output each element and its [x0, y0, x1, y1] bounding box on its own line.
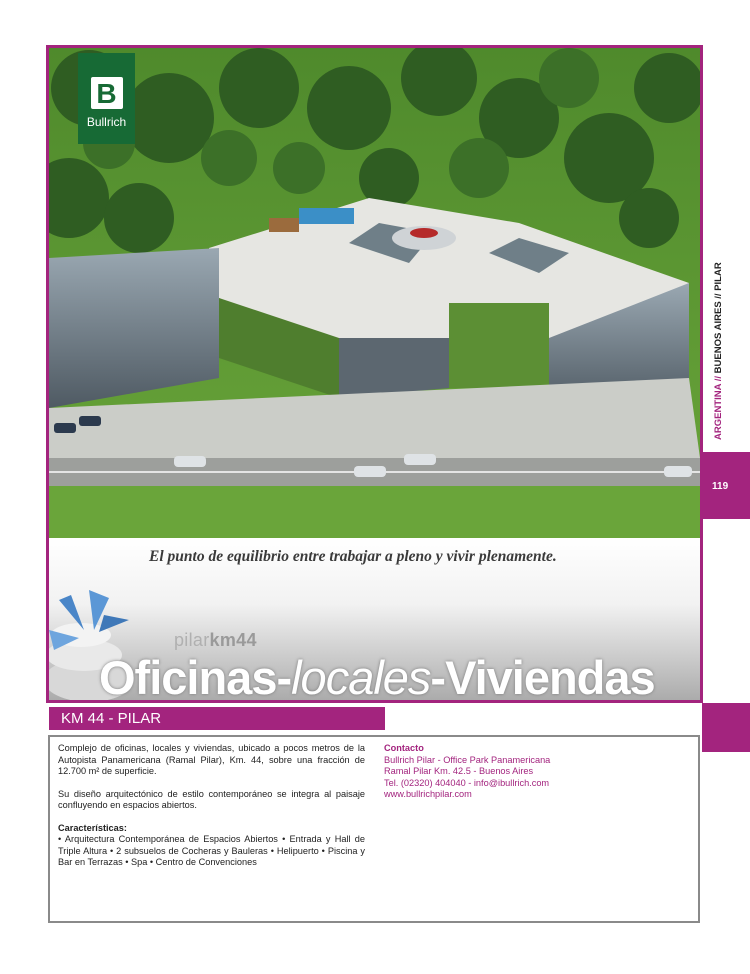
- headline-band: [49, 538, 700, 703]
- office-park-illustration: [49, 48, 700, 538]
- headline-part2: locales: [291, 651, 431, 703]
- side-place: BUENOS AIRES // PILAR: [713, 262, 724, 376]
- features-list: • Arquitectura Contemporánea de Espacios Abiertos • Entrada y Hall de Triple Altura • 2 subsuelos de Cocheras y Bauleras • Helipuerto • Piscina y Bar en Terrazas • Spa • Centro de Convenciones: [58, 834, 365, 867]
- contact-line: Bullrich Pilar - Office Park Panamericana: [384, 754, 551, 765]
- bullrich-logo-mark: B: [91, 77, 123, 109]
- contact-heading: Contacto: [384, 743, 424, 753]
- description-column: [58, 743, 365, 880]
- headline-part3: -Viviendas: [430, 651, 655, 703]
- contact-website-link[interactable]: www.bullrichpilar.com: [384, 789, 472, 799]
- hero-rendering: [49, 48, 700, 538]
- side-location-label: [713, 262, 724, 440]
- pilar-km44-mark: [174, 630, 257, 651]
- pilar-mark-light: pilar: [174, 630, 210, 650]
- side-accent-tab: [702, 703, 750, 752]
- side-country: ARGENTINA //: [713, 375, 724, 440]
- description-paragraph-2: Su diseño arquitectónico de estilo contemporáneo se integra al paisaje confluyendo en espacios abiertos.: [58, 788, 365, 810]
- contact-line: Tel. (02320) 404040 - info@ibullrich.com: [384, 777, 550, 788]
- hero-frame: [46, 45, 703, 703]
- description-paragraph-1: Complejo de oficinas, locales y viviendas, ubicado a pocos metros de la Autopista Panamericana (Ramal Pilar), Km. 44, sobre una fracción de 12.700 m² de superficie.: [58, 743, 365, 776]
- contact-column: [384, 743, 550, 801]
- contact-line: Ramal Pilar Km. 42.5 - Buenos Aires: [384, 766, 534, 776]
- headline-part1: Oficinas-: [99, 651, 292, 703]
- page-number: 119: [712, 481, 729, 492]
- info-box: [48, 735, 700, 923]
- pilar-mark-bold: km44: [209, 630, 257, 650]
- bullrich-logo-word: Bullrich: [86, 115, 127, 129]
- tagline: El punto de equilibrio entre trabajar a pleno y vivir plenamente.: [149, 548, 557, 565]
- headline: [99, 650, 655, 703]
- features-heading: Características:: [58, 822, 127, 833]
- bullrich-logo: [78, 53, 135, 144]
- section-label: KM 44 - PILAR: [49, 707, 385, 730]
